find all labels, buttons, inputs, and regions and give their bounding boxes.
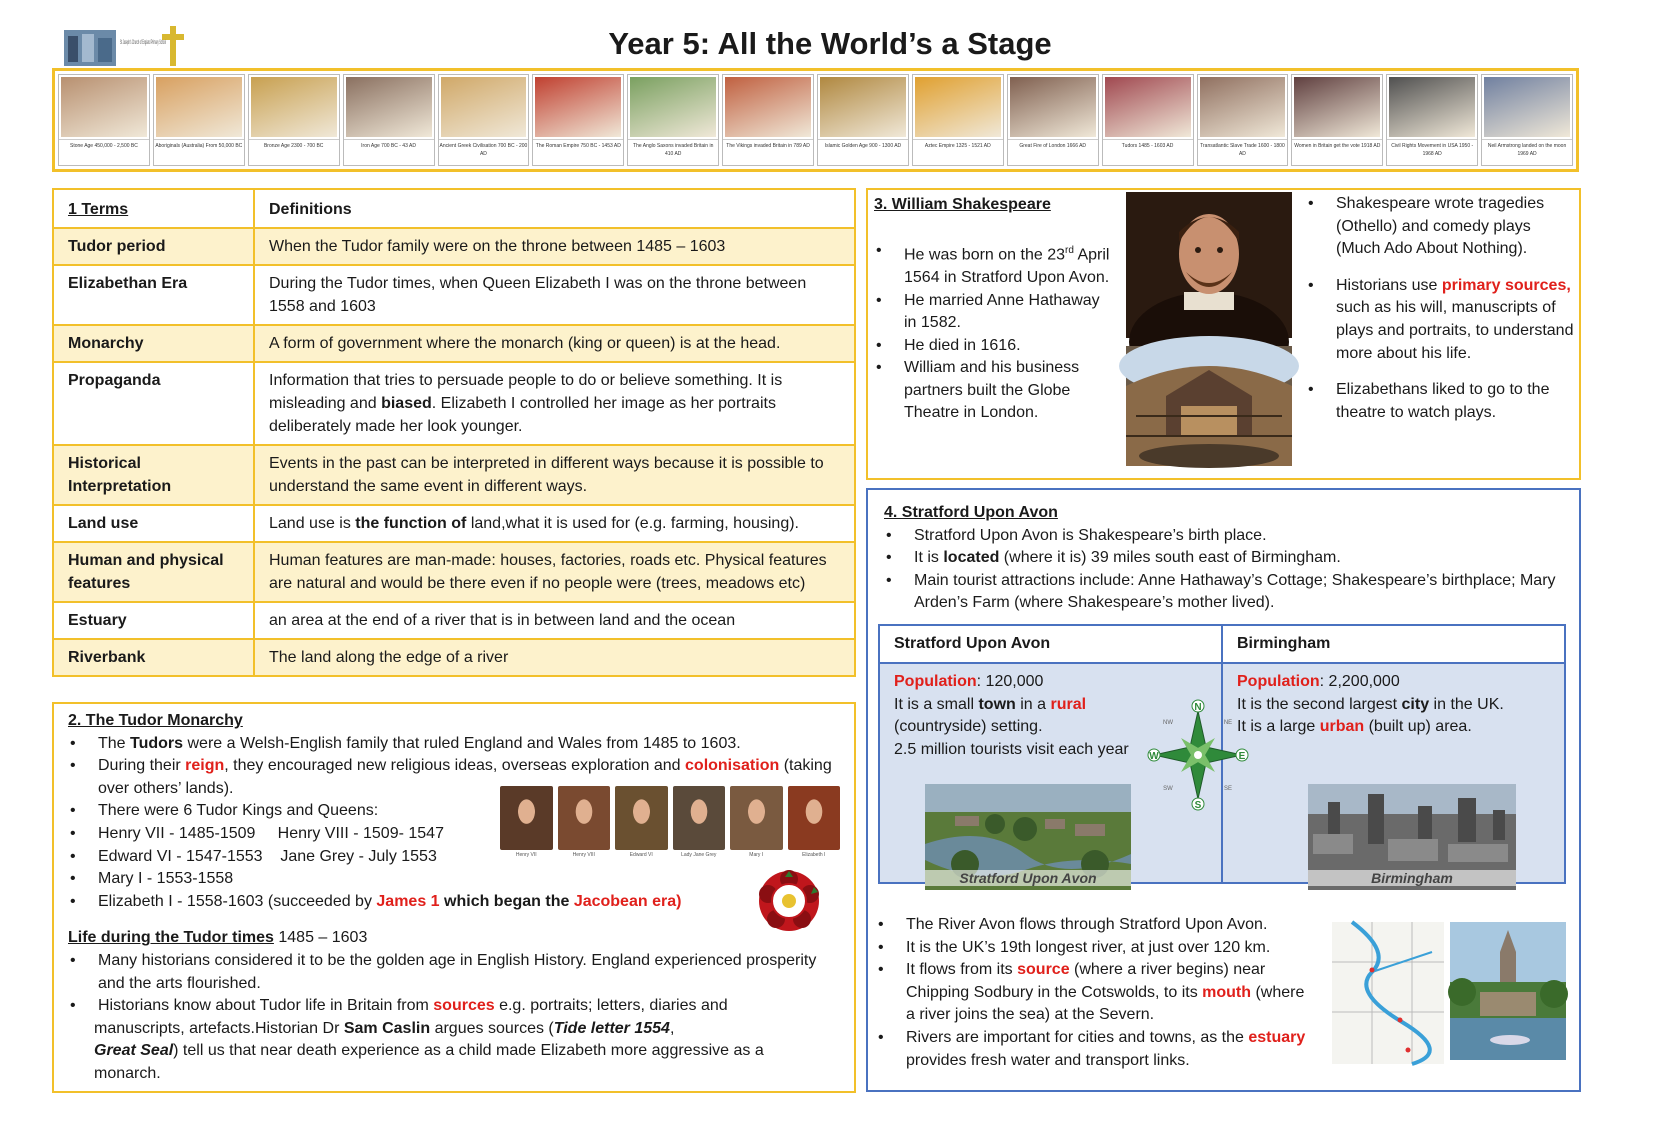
list-item: • He was born on the 23rd April 1564 in Stratford Upon Avon. xyxy=(874,240,1110,290)
stratford-intro xyxy=(884,502,1564,615)
life-text-line: Great Seal) tell us that near death experience as a child made Elizabeth more aggressive as a xyxy=(94,1042,764,1060)
term-name: Land use xyxy=(53,505,254,542)
timeline-card xyxy=(1291,74,1383,166)
term-definition: an area at the end of a river that is in between land and the ocean xyxy=(254,602,855,639)
term-name: Human and physical features xyxy=(53,542,254,602)
tudor-portrait xyxy=(558,786,611,866)
shakespeare-heading: 3. William Shakespeare xyxy=(874,196,1051,213)
portrait-caption: Lady Jane Grey xyxy=(681,852,717,858)
portrait-caption: Henry VII xyxy=(515,852,537,858)
list-item: • There were 6 Tudor Kings and Queens: xyxy=(68,800,840,823)
compass-icon xyxy=(1148,700,1248,810)
list-item: • Main tourist attractions include: Anne Hathaway’s Cottage; Shakespeare’s birthplace; Mary Arden’s Farm (where Shakespeare’s mother lived). xyxy=(884,570,1564,615)
term-definition: A form of government where the monarch (king or queen) is at the head. xyxy=(254,325,855,362)
timeline-card xyxy=(1197,74,1289,166)
terms-header-row xyxy=(53,189,855,228)
timeline-card xyxy=(532,74,624,166)
list-item: • Stratford Upon Avon is Shakespeare’s birth place. xyxy=(884,525,1564,548)
globe-theatre-photo xyxy=(1126,346,1292,466)
svg-text:N: N xyxy=(1194,702,1202,713)
list-item: • Historians know about Tudor life in Britain from sources e.g. portraits; letters, diaries and xyxy=(68,995,840,1018)
timeline-caption: The Vikings invaded Britain in 789 AD xyxy=(723,139,813,165)
portrait-caption: Henry VIII xyxy=(572,852,595,858)
tudor-portrait xyxy=(730,786,783,866)
life-text-line: manuscripts, artefacts.Historian Dr Sam Caslin argues sources (Tide letter 1554, xyxy=(94,1019,675,1037)
svg-text:W: W xyxy=(1149,751,1159,762)
list-item: • During their reign, they encouraged new religious ideas, overseas exploration and colonisation (taking over others’ lands). xyxy=(68,755,840,800)
portrait-image xyxy=(730,786,783,850)
timeline-caption: Women in Britain get the vote 1918 AD xyxy=(1292,139,1382,165)
term-row xyxy=(53,325,855,362)
tudor-portrait xyxy=(673,786,726,866)
timeline-card xyxy=(722,74,814,166)
term-row xyxy=(53,602,855,639)
timeline-card xyxy=(248,74,340,166)
portrait-caption: Edward VI xyxy=(629,852,653,858)
column-body: Population: 120,000 It is a small town in a rural (countryside) setting. 2.5 million tourists visit each year xyxy=(880,664,1221,882)
term-row xyxy=(53,445,855,505)
shakespeare-facts-list xyxy=(874,240,1110,425)
timeline-card xyxy=(1481,74,1573,166)
logo-text: St Joseph's Church of England Primary School xyxy=(120,40,166,46)
timeline-caption: Stone Age 450,000 - 2,500 BC xyxy=(59,139,149,165)
portrait-image xyxy=(500,786,553,850)
list-item: • Many historians considered it to be the golden age in English History. England experienced prosperity and the arts flourished. xyxy=(68,950,840,995)
timeline-caption: Iron Age 700 BC - 43 AD xyxy=(344,139,434,165)
tudor-portraits xyxy=(500,786,840,866)
list-item: • The Tudors were a Welsh-English family that ruled England and Wales from 1485 to 1603. xyxy=(68,733,840,756)
timeline-caption: Aboriginals (Australia) From 50,000 BC xyxy=(154,139,244,165)
timeline-card xyxy=(1386,74,1478,166)
term-name: Monarchy xyxy=(53,325,254,362)
list-item: • Henry VII - 1485-1509 Henry VIII - 1509- 1547 xyxy=(68,823,840,846)
term-definition: During the Tudor times, when Queen Elizabeth I was on the throne between 1558 and 1603 xyxy=(254,265,855,325)
river-avon-map xyxy=(1332,922,1444,1064)
timeline-image xyxy=(630,77,716,137)
column-title: Stratford Upon Avon xyxy=(880,626,1221,664)
holy-trinity-photo xyxy=(1450,922,1566,1060)
life-heading: Life during the Tudor times xyxy=(68,929,274,947)
timeline-caption: Tudors 1485 - 1603 AD xyxy=(1103,139,1193,165)
timeline-caption: Islamic Golden Age 900 - 1300 AD xyxy=(818,139,908,165)
timeline-image xyxy=(1200,77,1286,137)
term-row xyxy=(53,362,855,445)
term-definition: Events in the past can be interpreted in different ways because it is possible to understand the same event in different ways. xyxy=(254,445,855,505)
list-item: • The River Avon flows through Stratford Upon Avon. xyxy=(876,914,1316,937)
term-definition: When the Tudor family were on the throne between 1485 – 1603 xyxy=(254,228,855,265)
portrait-image xyxy=(673,786,726,850)
term-row xyxy=(53,505,855,542)
list-item: • He died in 1616. xyxy=(874,335,1110,358)
tudor-monarchy-section xyxy=(52,702,856,1093)
timeline-image xyxy=(725,77,811,137)
timeline-image xyxy=(61,77,147,137)
column-title: Birmingham xyxy=(1223,626,1564,664)
tudor-portrait xyxy=(500,786,553,866)
list-item: • Edward VI - 1547-1553 Jane Grey - July 1553 xyxy=(68,846,840,869)
timeline-caption: Aztec Empire 1325 - 1521 AD xyxy=(913,139,1003,165)
list-item: • Elizabethans liked to go to the theatre to watch plays. xyxy=(1306,379,1578,424)
timeline-image xyxy=(1389,77,1475,137)
term-name: Propaganda xyxy=(53,362,254,445)
shakespeare-portrait xyxy=(1126,192,1292,338)
term-name: Estuary xyxy=(53,602,254,639)
timeline-image xyxy=(1294,77,1380,137)
tudor-portrait xyxy=(788,786,841,866)
term-definition: The land along the edge of a river xyxy=(254,639,855,676)
svg-text:SE: SE xyxy=(1223,786,1233,792)
list-item: • It is located (where it is) 39 miles south east of Birmingham. xyxy=(884,547,1564,570)
timeline-card xyxy=(912,74,1004,166)
life-list xyxy=(68,950,840,1018)
svg-text:NW: NW xyxy=(1163,720,1173,726)
list-item: • William and his business partners built the Globe Theatre in London. xyxy=(874,357,1110,425)
portrait-image xyxy=(558,786,611,850)
svg-text:NE: NE xyxy=(1223,720,1233,726)
term-definition: Human features are man-made: houses, factories, roads etc. Physical features are natural and would be there even if no people were (trees, meadows etc) xyxy=(254,542,855,602)
timeline-card xyxy=(1102,74,1194,166)
timeline-card xyxy=(343,74,435,166)
terms-table xyxy=(52,188,856,677)
timeline-image xyxy=(820,77,906,137)
portrait-caption: Elizabeth I xyxy=(802,852,826,858)
tudor-portrait xyxy=(615,786,668,866)
term-name: Riverbank xyxy=(53,639,254,676)
portrait-image xyxy=(788,786,841,850)
term-name: Tudor period xyxy=(53,228,254,265)
timeline-caption: The Anglo Saxons invaded Britain in 410 AD xyxy=(628,139,718,165)
timeline-card xyxy=(58,74,150,166)
stratford-heading: 4. Stratford Upon Avon xyxy=(884,504,1058,521)
column-body: Population: 2,200,000 It is the second largest city in the UK. It is a large urban (built up) area. xyxy=(1223,664,1564,882)
shakespeare-more-list xyxy=(1306,193,1578,438)
list-item: • It is the UK’s 19th longest river, at just over 120 km. xyxy=(876,937,1316,960)
timeline-caption: Great Fire of London 1666 AD xyxy=(1008,139,1098,165)
river-avon-list xyxy=(876,914,1316,1072)
term-name: Historical Interpretation xyxy=(53,445,254,505)
timeline-image xyxy=(156,77,242,137)
definitions-heading: Definitions xyxy=(254,189,855,228)
list-item: • It flows from its source (where a river begins) near Chipping Sodbury in the Cotswolds, to its mouth (where a river joins the sea) at the Severn. xyxy=(876,959,1316,1027)
svg-text:E: E xyxy=(1238,751,1246,762)
timeline-card xyxy=(817,74,909,166)
birmingham-photo xyxy=(1308,784,1516,890)
page-title: Year 5: All the World’s a Stage xyxy=(608,26,1052,61)
timeline-card xyxy=(438,74,530,166)
timeline-image xyxy=(1105,77,1191,137)
term-row xyxy=(53,639,855,676)
list-item: • Shakespeare wrote tragedies (Othello) and comedy plays (Much Ado About Nothing). xyxy=(1306,193,1578,261)
timeline-caption: Ancient Greek Civilisation 700 BC - 200 AD xyxy=(439,139,529,165)
term-definition: Land use is the function of land,what it is used for (e.g. farming, housing). xyxy=(254,505,855,542)
timeline-image xyxy=(1010,77,1096,137)
portrait-image xyxy=(615,786,668,850)
timeline-card xyxy=(153,74,245,166)
portrait-caption: Mary I xyxy=(749,852,764,858)
svg-text:S: S xyxy=(1194,800,1202,811)
photo-caption: Birmingham xyxy=(1308,870,1516,886)
timeline-caption: Neil Armstrong landed on the moon 1969 AD xyxy=(1482,139,1572,165)
timeline-image xyxy=(1484,77,1570,137)
timeline-image xyxy=(915,77,1001,137)
timeline-image xyxy=(346,77,432,137)
term-row xyxy=(53,265,855,325)
timeline-caption: Transatlantic Slave Trade 1600 - 1800 AD xyxy=(1198,139,1288,165)
list-item: • Rivers are important for cities and towns, as the estuary provides fresh water and transport links. xyxy=(876,1027,1316,1072)
list-item: • Historians use primary sources, such as his will, manuscripts of plays and portraits, to understand more about his life. xyxy=(1306,275,1578,365)
timeline-card xyxy=(627,74,719,166)
timeline-caption: Civil Rights Movement in USA 1950 - 1968 AD xyxy=(1387,139,1477,165)
terms-heading: 1 Terms xyxy=(68,201,129,218)
timeline-image xyxy=(251,77,337,137)
timeline-card xyxy=(1007,74,1099,166)
term-name: Elizabethan Era xyxy=(53,265,254,325)
tudor-heading: 2. The Tudor Monarchy xyxy=(68,712,243,729)
term-row xyxy=(53,542,855,602)
list-item: • Mary I - 1553-1558 xyxy=(68,868,840,891)
timeline-caption: The Roman Empire 750 BC - 1453 AD xyxy=(533,139,623,165)
list-item: • Elizabeth I - 1558-1603 (succeeded by James 1 which began the Jacobean era) xyxy=(68,891,840,914)
timeline-strip xyxy=(52,68,1579,172)
stratford-facts-list xyxy=(884,525,1564,615)
term-definition: Information that tries to persuade people to do or believe something. It is misleading and biased. Elizabeth I controlled her image as her portraits deliberately made her look younger. xyxy=(254,362,855,445)
stratford-photo xyxy=(925,784,1131,890)
timeline-caption: Bronze Age 2300 - 700 BC xyxy=(249,139,339,165)
life-heading-line: Life during the Tudor times 1485 – 1603 xyxy=(68,929,368,947)
list-item: • He married Anne Hathaway in 1582. xyxy=(874,290,1110,335)
life-text-line: monarch. xyxy=(94,1064,161,1082)
timeline-image xyxy=(535,77,621,137)
svg-text:SW: SW xyxy=(1163,786,1173,792)
term-row xyxy=(53,228,855,265)
timeline-image xyxy=(441,77,527,137)
tudor-rose-icon xyxy=(756,868,822,934)
photo-caption: Stratford Upon Avon xyxy=(925,870,1131,886)
